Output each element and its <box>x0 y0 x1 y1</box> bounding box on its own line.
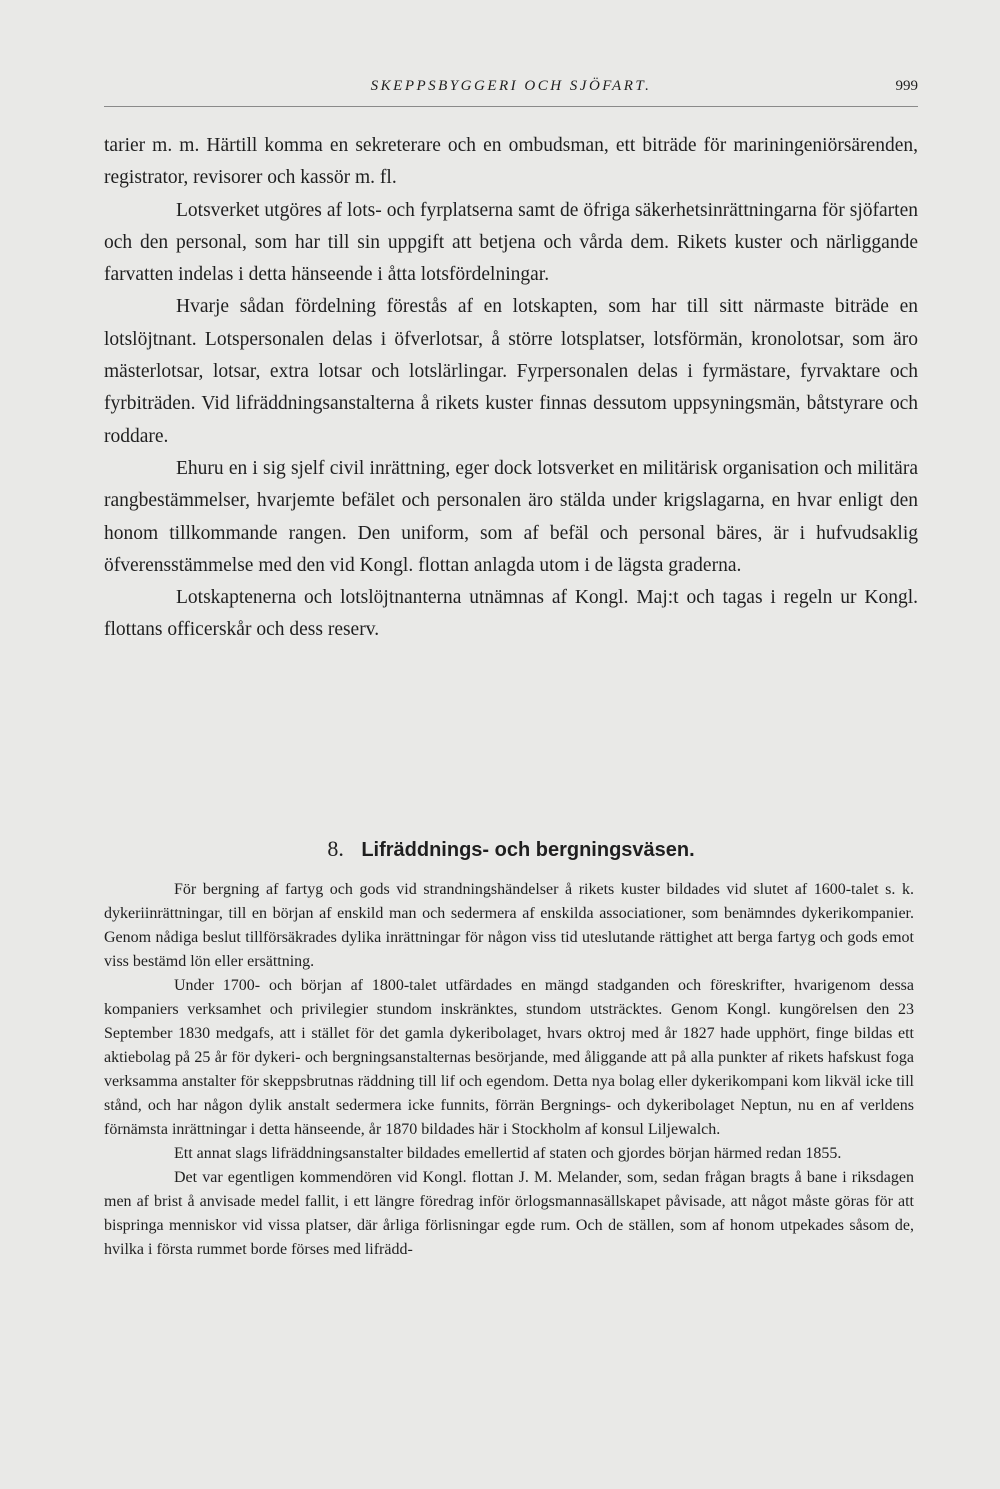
body-text <box>104 130 918 647</box>
section-title: Lifräddnings- och bergningsväsen. <box>361 839 695 861</box>
paragraph: Lotsverket utgöres af lots- och fyrplatserna samt de öfriga säkerhetsinrättningarna för sjöfarten och den personal, som har till sin uppgift att betjena och vårda dem. Rikets kuster och närliggande farvatten indelas i detta hänseende i åtta lotsfördelningar. <box>104 199 918 286</box>
small-paragraph: För bergning af fartyg och gods vid strandningshändelser å rikets kuster bildades vid slutet af 1600-talet s. k. dykeriinrättningar, till en början af enskild man och sedermera af enskilda associationer, som benämndes dykerikompanier. Genom nådiga beslut tillförsäkrades dylika inrättningar för någon viss tid uteslutande rättighet att berga fartyg och gods emot viss bestämd lön eller ersättning. <box>104 881 914 970</box>
paragraph: Ehuru en i sig sjelf civil inrättning, eger dock lotsverket en militärisk organisation och militära rangbestämmelser, hvarjemte befälet och personalen äro stälda under krigslagarna, en hvar enligt den honom tillkommande rangen. Den uniform, som af befäl och personal bäres, är i hufvudsaklig öfverensstämmelse med den vid Kongl. flottan anlagda utom i de lägsta graderna. <box>104 457 918 576</box>
small-print-text <box>104 878 914 1262</box>
section-heading <box>104 836 918 862</box>
paragraph: Lotskaptenerna och lotslöjtnanterna utnämnas af Kongl. Maj:t och tagas i regeln ur Kongl. flottans officerskår och dess reserv. <box>104 587 918 641</box>
running-head <box>104 76 918 100</box>
small-paragraph: Ett annat slags lifräddningsanstalter bildades emellertid af staten och gjordes början härmed redan 1855. <box>174 1145 842 1162</box>
running-title: SKEPPSBYGGERI OCH SJÖFART. <box>370 78 652 94</box>
small-paragraph: Det var egentligen kommendören vid Kongl. flottan J. M. Melander, som, sedan frågan bragts å bane i riksdagen men af brist å anvisade medel fallit, i ett längre föredrag inför örlogsmannasällskapet påvisade, att något måste göras för att bispringa menniskor vid vissa platser, där årliga förlisningar egde rum. Och de ställen, som af honom utpekades såsom de, hvilka i första rummet borde förses med lifrädd- <box>104 1169 914 1258</box>
page-number: 999 <box>895 78 918 94</box>
small-paragraph: Under 1700- och början af 1800-talet utfärdades en mängd stadganden och föreskrifter, hvarigenom dessa kompaniers verksamhet och privilegier stundom inskränktes, stundom utsträcktes. Genom Kongl. kungörelsen den 23 September 1830 medgafs, att i stället för det gamla dykeribolaget, hvars oktroj med år 1827 hade upphört, finge bildas ett aktiebolag på 25 år för dykeri- och bergningsanstalternas besörjande, med åliggande att på alla punkter af rikets hafskust foga verksamma anstalter för skeppsbrutnas räddning till lif och egendom. Detta nya bolag eller dykerikompani kom likväl icke till stånd, och har någon dylik anstalt sedermera icke funnits, förrän Bergnings- och dykeribolaget Neptun, nu en af verldens förnämsta inrättningar i detta hänseende, år 1870 bildades här i Stockholm af konsul Liljewalch. <box>104 977 914 1138</box>
paragraph: tarier m. m. Härtill komma en sekreterare och en ombudsman, ett biträde för mariningeniörsärenden, registrator, revisorer och kassör m. fl. <box>104 135 918 189</box>
paragraph: Hvarje sådan fördelning förestås af en lotskapten, som har till sitt närmaste biträde en lotslöjtnant. Lotspersonalen delas i öfverlotsar, å större lotsplatser, lotsförmän, kronolotsar, som äro mästerlotsar, lotsar, extra lotsar och lotslärlingar. Fyrpersonalen delas i fyrmästare, fyrvaktare och fyrbiträden. Vid lifräddningsanstalterna å rikets kuster finnas dessutom uppsyningsmän, båtstyrare och roddare. <box>104 296 918 447</box>
section-number: 8. <box>327 836 344 861</box>
header-rule <box>104 106 918 107</box>
